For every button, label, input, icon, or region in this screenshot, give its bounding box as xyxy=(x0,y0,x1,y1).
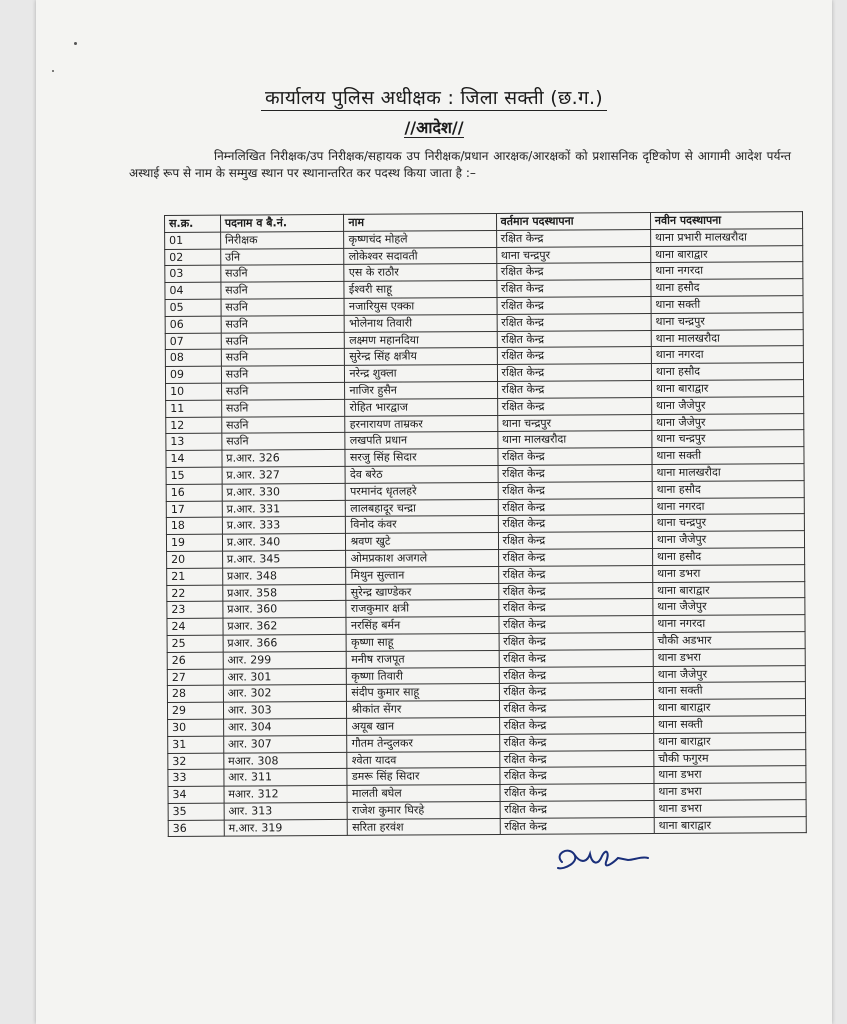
row-serial: 16 xyxy=(166,484,222,501)
row-designation: उनि xyxy=(221,248,345,266)
row-serial: 06 xyxy=(165,316,221,333)
row-name: सुरेन्द्र सिंह क्षत्रीय xyxy=(345,348,497,366)
row-name: नाजिर हुसैन xyxy=(345,381,497,399)
table-row xyxy=(168,816,806,837)
row-name: मनीष राजपूत xyxy=(347,650,499,668)
row-designation: आर. 303 xyxy=(223,702,347,720)
row-new-posting: थाना डभरा xyxy=(654,783,806,801)
row-current-posting: रक्षित केन्द्र xyxy=(497,297,651,315)
row-designation: प्र.आर. 326 xyxy=(222,450,346,468)
row-name: लखपति प्रधान xyxy=(345,432,497,450)
row-serial: 17 xyxy=(166,501,222,518)
row-new-posting: थाना डभरा xyxy=(654,799,806,817)
row-serial: 27 xyxy=(167,669,223,686)
row-new-posting: थाना हसौद xyxy=(652,548,804,566)
officer-signature xyxy=(544,840,654,880)
row-serial: 12 xyxy=(166,417,222,434)
row-current-posting: रक्षित केन्द्र xyxy=(496,263,650,281)
row-current-posting: रक्षित केन्द्र xyxy=(498,498,652,516)
row-current-posting: रक्षित केन्द्र xyxy=(499,733,653,751)
row-current-posting: थाना चन्द्रपुर xyxy=(497,414,651,432)
office-title xyxy=(36,84,832,110)
row-name: कृष्णचंद मोहले xyxy=(344,230,496,248)
row-new-posting: थाना प्रभारी मालखरौदा xyxy=(650,228,802,246)
row-new-posting: थाना जैजेपुर xyxy=(652,413,804,431)
row-name: ईश्वरी साहू xyxy=(344,281,496,299)
row-current-posting: रक्षित केन्द्र xyxy=(498,582,652,600)
row-current-posting: रक्षित केन्द्र xyxy=(497,330,651,348)
row-designation: सउनि xyxy=(221,298,345,316)
row-serial: 23 xyxy=(167,601,223,618)
row-serial: 09 xyxy=(165,366,221,383)
row-new-posting: थाना चन्द्रपुर xyxy=(652,514,804,532)
row-name: श्वेता यादव xyxy=(347,751,499,769)
header-current-posting: वर्तमान पदस्थापना xyxy=(496,213,650,231)
row-name: देव बरेठ xyxy=(345,465,497,483)
row-designation: आर. 299 xyxy=(223,651,347,669)
row-serial: 25 xyxy=(167,635,223,652)
row-current-posting: रक्षित केन्द्र xyxy=(498,464,652,482)
row-name: लोकेश्वर सदावती xyxy=(344,247,496,265)
order-heading xyxy=(36,116,832,138)
document-page xyxy=(36,0,832,1024)
row-name: सुरेन्द्र खाण्डेकर xyxy=(346,583,498,601)
row-current-posting: थाना मालखरौदा xyxy=(497,431,651,449)
row-name: गौतम तेन्दुलकर xyxy=(347,734,499,752)
row-designation: प्रआर. 360 xyxy=(223,601,347,619)
row-serial: 29 xyxy=(167,702,223,719)
row-name: कृष्णा साहू xyxy=(347,633,499,651)
row-current-posting: रक्षित केन्द्र xyxy=(499,716,653,734)
row-serial: 13 xyxy=(166,434,222,451)
row-serial: 20 xyxy=(167,551,223,568)
row-name: रोहित भारद्वाज xyxy=(345,398,497,416)
row-designation: सउनि xyxy=(221,265,345,283)
row-name: एस के राठौर xyxy=(344,264,496,282)
row-new-posting: थाना चन्द्रपुर xyxy=(652,430,804,448)
row-new-posting: थाना चन्द्रपुर xyxy=(651,312,803,330)
row-name: श्रवण खुटे xyxy=(346,533,498,551)
row-name: नरसिंह बर्मन xyxy=(346,617,498,635)
row-designation: सउनि xyxy=(222,416,346,434)
row-serial: 01 xyxy=(165,232,221,249)
row-serial: 14 xyxy=(166,450,222,467)
row-serial: 05 xyxy=(165,299,221,316)
row-designation: आर. 304 xyxy=(223,718,347,736)
row-designation: सउनि xyxy=(221,382,345,400)
row-serial: 32 xyxy=(168,753,224,770)
row-new-posting: थाना जैजेपुर xyxy=(651,396,803,414)
row-designation: प्रआर. 358 xyxy=(223,584,347,602)
row-current-posting: रक्षित केन्द्र xyxy=(500,784,654,802)
row-new-posting: थाना जैजेपुर xyxy=(652,531,804,549)
row-name: अयूब खान xyxy=(347,717,499,735)
row-name: कृष्णा तिवारी xyxy=(347,667,499,685)
row-designation: आर. 301 xyxy=(223,668,347,686)
row-new-posting: थाना नगरदा xyxy=(651,262,803,280)
header-new-posting: नवीन पदस्थापना xyxy=(650,212,802,230)
row-new-posting: चौकी फगुरम xyxy=(654,749,806,767)
scan-speck xyxy=(52,70,54,72)
row-designation: प्रआर. 366 xyxy=(223,634,347,652)
row-designation: मआर. 308 xyxy=(224,752,348,770)
row-new-posting: थाना बाराद्वार xyxy=(651,245,803,263)
row-new-posting: थाना बाराद्वार xyxy=(653,581,805,599)
row-new-posting: थाना नगरदा xyxy=(651,346,803,364)
row-new-posting: थाना डभरा xyxy=(654,766,806,784)
row-current-posting: रक्षित केन्द्र xyxy=(498,532,652,550)
row-serial: 30 xyxy=(168,719,224,736)
row-serial: 07 xyxy=(165,333,221,350)
row-designation: निरीक्षक xyxy=(220,231,344,249)
row-name: संदीप कुमार साहू xyxy=(347,684,499,702)
row-serial: 02 xyxy=(165,249,221,266)
row-serial: 31 xyxy=(168,736,224,753)
row-serial: 22 xyxy=(167,585,223,602)
row-designation: सउनि xyxy=(221,399,345,417)
row-new-posting: थाना हसौद xyxy=(651,363,803,381)
row-current-posting: रक्षित केन्द्र xyxy=(498,481,652,499)
row-serial: 15 xyxy=(166,467,222,484)
row-serial: 04 xyxy=(165,282,221,299)
row-name: डमरू सिंह सिदार xyxy=(347,768,499,786)
row-new-posting: थाना डभरा xyxy=(653,648,805,666)
row-name: हरनारायण ताम्रकर xyxy=(345,415,497,433)
row-new-posting: थाना डभरा xyxy=(653,564,805,582)
row-designation: प्र.आर. 345 xyxy=(222,550,346,568)
row-designation: सउनि xyxy=(221,315,345,333)
row-current-posting: रक्षित केन्द्र xyxy=(498,548,652,566)
intro-paragraph: निम्नलिखित निरीक्षक/उप निरीक्षक/सहायक उप निरीक्षक/प्रधान आरक्षक/आरक्षकों को प्रशासनिक दृष्टिकोण से आगामी आदेश पर्यन्त अस्थाई रूप से नाम के सम्मुख स्थान पर स्थानान्तरित कर पदस्थ किया जाता है :– xyxy=(129,149,791,180)
row-new-posting: थाना मालखरौदा xyxy=(652,464,804,482)
row-designation: प्र.आर. 331 xyxy=(222,500,346,518)
row-serial: 33 xyxy=(168,769,224,786)
row-serial: 10 xyxy=(166,383,222,400)
row-current-posting: थाना चन्द्रपुर xyxy=(496,246,650,264)
row-designation: म.आर. 319 xyxy=(224,819,348,837)
row-serial: 03 xyxy=(165,266,221,283)
row-serial: 28 xyxy=(167,685,223,702)
row-serial: 11 xyxy=(166,400,222,417)
row-current-posting: रक्षित केन्द्र xyxy=(499,616,653,634)
row-new-posting: थाना सक्ती xyxy=(653,715,805,733)
row-name: लालबहादूर चन्द्रा xyxy=(346,499,498,517)
row-name: परमानंद धृतलहरे xyxy=(346,482,498,500)
row-current-posting: रक्षित केन्द्र xyxy=(499,767,653,785)
row-serial: 19 xyxy=(166,534,222,551)
row-name: राजकुमार क्षत्री xyxy=(346,600,498,618)
row-designation: सउनि xyxy=(222,433,346,451)
row-designation: सउनि xyxy=(221,366,345,384)
order-heading-text: //आदेश// xyxy=(404,118,464,137)
row-name: विनोद कंवर xyxy=(346,516,498,534)
header-designation: पदनाम व बै.नं. xyxy=(220,214,344,232)
row-designation: प्रआर. 362 xyxy=(223,618,347,636)
row-serial: 08 xyxy=(165,350,221,367)
row-designation: प्र.आर. 333 xyxy=(222,517,346,535)
row-current-posting: रक्षित केन्द्र xyxy=(497,380,651,398)
row-name: लक्ष्मण महानदिया xyxy=(345,331,497,349)
row-designation: आर. 311 xyxy=(224,769,348,787)
row-new-posting: थाना सक्ती xyxy=(651,296,803,314)
row-new-posting: चौकी अडभार xyxy=(653,632,805,650)
row-name: सरजु सिंह सिदार xyxy=(345,449,497,467)
row-current-posting: रक्षित केन्द्र xyxy=(497,347,651,365)
row-designation: प्र.आर. 330 xyxy=(222,483,346,501)
row-designation: प्र.आर. 340 xyxy=(222,534,346,552)
row-name: सरिता हरवंश xyxy=(348,818,500,836)
row-current-posting: रक्षित केन्द्र xyxy=(500,800,654,818)
row-name: नरेन्द्र शुक्ला xyxy=(345,365,497,383)
row-new-posting: थाना बाराद्वार xyxy=(654,816,806,834)
row-new-posting: थाना नगरदा xyxy=(653,615,805,633)
row-name: मालती बघेल xyxy=(347,785,499,803)
row-designation: आर. 307 xyxy=(223,735,347,753)
row-serial: 36 xyxy=(168,820,224,837)
row-current-posting: रक्षित केन्द्र xyxy=(499,683,653,701)
row-designation: आर. 313 xyxy=(224,802,348,820)
row-current-posting: रक्षित केन्द्र xyxy=(499,700,653,718)
row-designation: सउनि xyxy=(221,332,345,350)
row-current-posting: रक्षित केन्द्र xyxy=(500,817,654,835)
row-name: नजारियुस एक्का xyxy=(344,297,496,315)
header-serial: स.क्र. xyxy=(165,215,221,232)
row-new-posting: थाना हसौद xyxy=(652,480,804,498)
row-designation: प्र.आर. 327 xyxy=(222,466,346,484)
row-name: ओमप्रकाश अजगले xyxy=(346,549,498,567)
scan-speck xyxy=(74,42,77,45)
header-name: नाम xyxy=(344,213,496,231)
transfer-table xyxy=(164,211,807,837)
row-designation: मआर. 312 xyxy=(224,785,348,803)
row-new-posting: थाना हसौद xyxy=(651,279,803,297)
row-serial: 34 xyxy=(168,786,224,803)
row-current-posting: रक्षित केन्द्र xyxy=(498,599,652,617)
row-new-posting: थाना बाराद्वार xyxy=(654,732,806,750)
row-name: मिथुन सुल्तान xyxy=(346,566,498,584)
office-title-text: कार्यालय पुलिस अधीक्षक : जिला सक्ती (छ.ग.) xyxy=(261,87,607,111)
row-new-posting: थाना जैजेपुर xyxy=(653,598,805,616)
row-current-posting: रक्षित केन्द्र xyxy=(497,397,651,415)
row-current-posting: रक्षित केन्द्र xyxy=(499,632,653,650)
row-name: राजेश कुमार घिरहे xyxy=(348,801,500,819)
row-new-posting: थाना सक्ती xyxy=(652,447,804,465)
row-new-posting: थाना बाराद्वार xyxy=(653,699,805,717)
row-current-posting: रक्षित केन्द्र xyxy=(498,565,652,583)
row-current-posting: रक्षित केन्द्र xyxy=(497,313,651,331)
row-name: श्रीकांत सेंगर xyxy=(347,701,499,719)
row-designation: सउनि xyxy=(221,349,345,367)
row-serial: 24 xyxy=(167,618,223,635)
row-current-posting: रक्षित केन्द्र xyxy=(498,515,652,533)
row-new-posting: थाना जैजेपुर xyxy=(653,665,805,683)
row-designation: सउनि xyxy=(221,282,345,300)
row-serial: 26 xyxy=(167,652,223,669)
row-current-posting: रक्षित केन्द्र xyxy=(496,229,650,247)
row-new-posting: थाना मालखरौदा xyxy=(651,329,803,347)
row-current-posting: रक्षित केन्द्र xyxy=(497,364,651,382)
row-current-posting: रक्षित केन्द्र xyxy=(496,280,650,298)
row-designation: आर. 302 xyxy=(223,685,347,703)
row-name: भोलेनाथ तिवारी xyxy=(345,314,497,332)
row-new-posting: थाना नगरदा xyxy=(652,497,804,515)
row-current-posting: रक्षित केन्द्र xyxy=(499,666,653,684)
row-designation: प्रआर. 348 xyxy=(222,567,346,585)
row-new-posting: थाना सक्ती xyxy=(653,682,805,700)
row-current-posting: रक्षित केन्द्र xyxy=(499,649,653,667)
row-serial: 35 xyxy=(168,803,224,820)
row-serial: 18 xyxy=(166,517,222,534)
row-new-posting: थाना बाराद्वार xyxy=(651,380,803,398)
row-current-posting: रक्षित केन्द्र xyxy=(499,750,653,768)
row-serial: 21 xyxy=(167,568,223,585)
row-current-posting: रक्षित केन्द्र xyxy=(497,448,651,466)
